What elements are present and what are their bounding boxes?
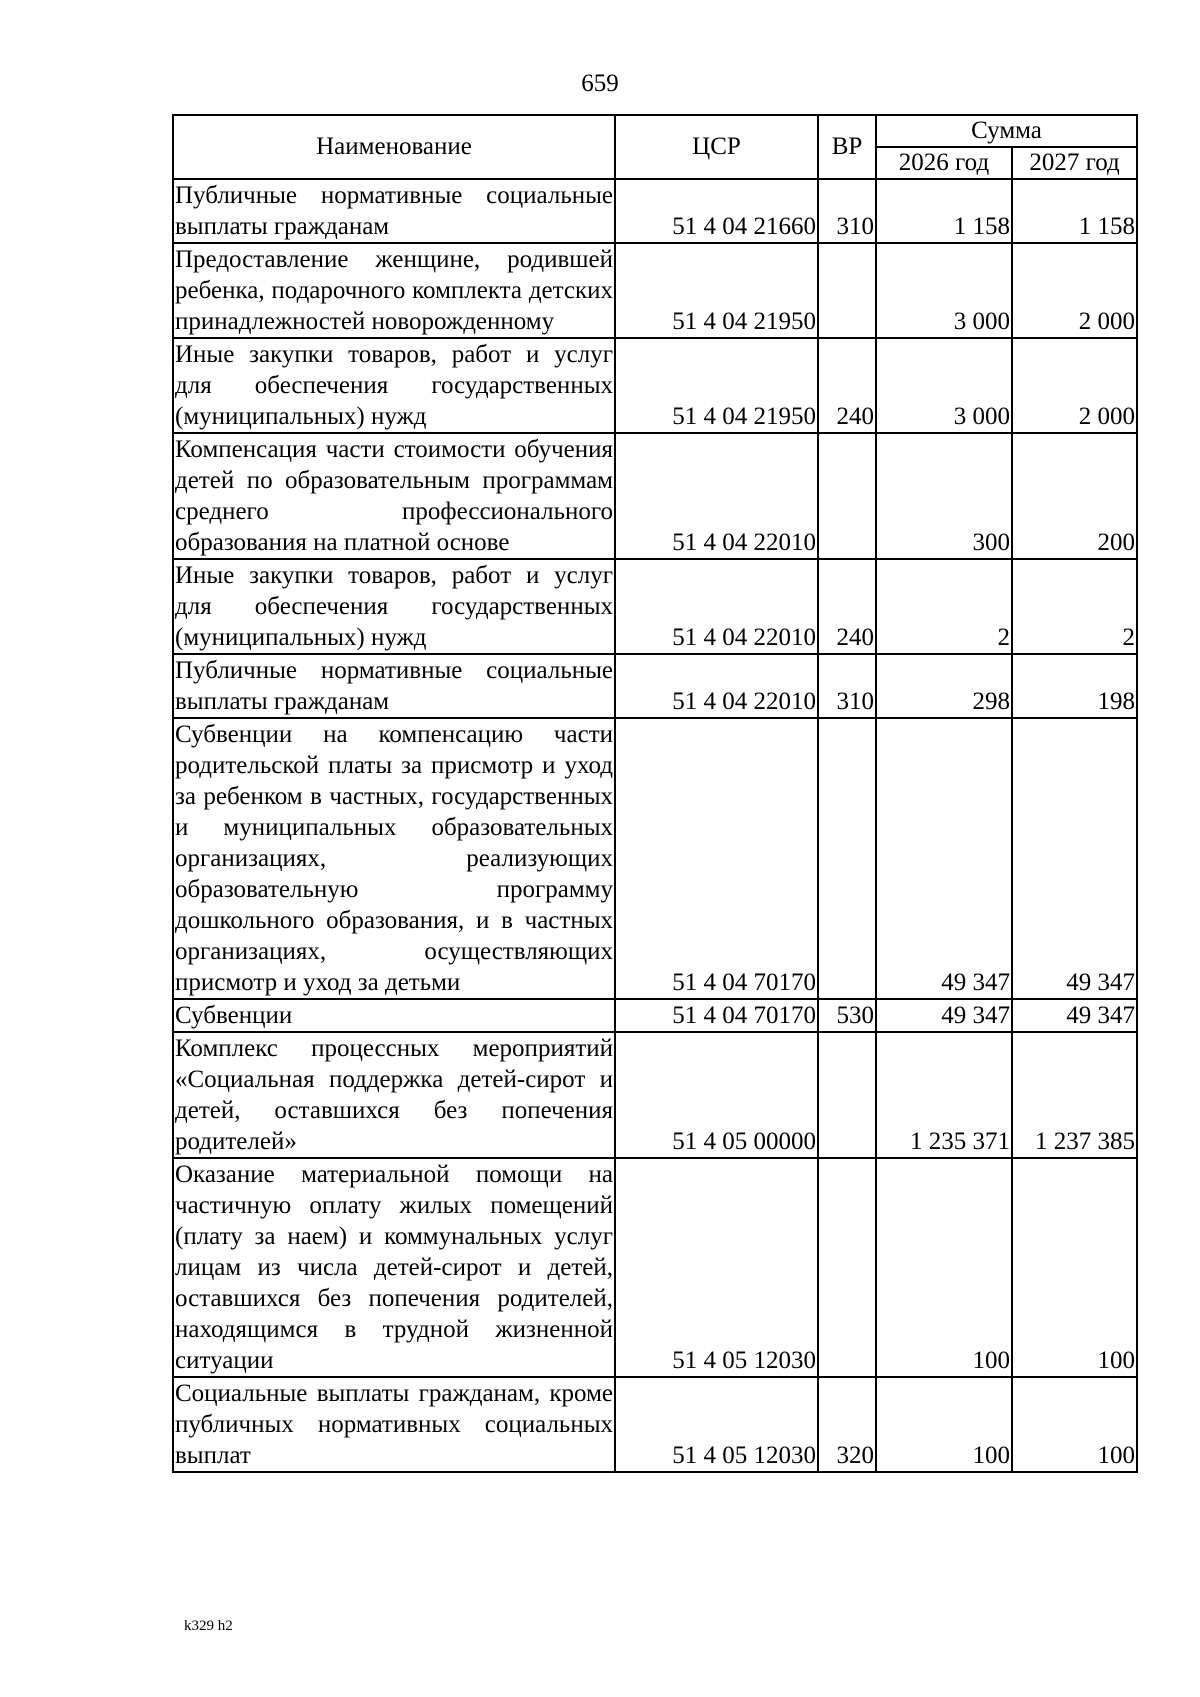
header-csr: ЦСР — [615, 115, 818, 179]
table-row — [173, 718, 1137, 999]
row-vr: 240 — [818, 338, 876, 433]
row-sum-2027: 1 158 — [1012, 179, 1137, 243]
row-vr: 320 — [818, 1377, 876, 1472]
row-name: Иные закупки товаров, работ и услуг для обеспечения государственных (муниципальных) нужд — [173, 559, 615, 654]
table-row — [173, 243, 1137, 338]
row-name: Социальные выплаты гражданам, кроме публичных нормативных социальных выплат — [173, 1377, 615, 1472]
row-name: Комплекс процессных мероприятий «Социальная поддержка детей-сирот и детей, оставшихся без попечения родителей» — [173, 1032, 615, 1158]
row-sum-2026: 49 347 — [876, 999, 1012, 1032]
row-sum-2027: 200 — [1012, 433, 1137, 559]
row-vr: 240 — [818, 559, 876, 654]
row-sum-2026: 1 158 — [876, 179, 1012, 243]
row-csr: 51 4 04 22010 — [615, 559, 818, 654]
header-sum: Сумма — [876, 115, 1137, 147]
row-csr: 51 4 04 21950 — [615, 243, 818, 338]
table-row — [173, 1377, 1137, 1472]
table-row — [173, 999, 1137, 1032]
table-row — [173, 654, 1137, 718]
table-row — [173, 559, 1137, 654]
row-sum-2027: 2 000 — [1012, 338, 1137, 433]
table-row — [173, 1158, 1137, 1377]
row-sum-2027: 2 — [1012, 559, 1137, 654]
row-name: Субвенции — [173, 999, 615, 1032]
header-vr: ВР — [818, 115, 876, 179]
row-sum-2027: 198 — [1012, 654, 1137, 718]
table-row — [173, 1032, 1137, 1158]
row-name: Предоставление женщине, родившей ребенка, подарочного комплекта детских принадлежностей новорожденному — [173, 243, 615, 338]
header-year-2027: 2027 год — [1012, 147, 1137, 179]
row-sum-2026: 3 000 — [876, 243, 1012, 338]
row-vr — [818, 1032, 876, 1158]
row-sum-2027: 49 347 — [1012, 999, 1137, 1032]
header-name: Наименование — [173, 115, 615, 179]
row-csr: 51 4 05 12030 — [615, 1377, 818, 1472]
row-sum-2026: 100 — [876, 1377, 1012, 1472]
page-number: 659 — [581, 70, 619, 97]
row-csr: 51 4 04 21660 — [615, 179, 818, 243]
row-sum-2026: 2 — [876, 559, 1012, 654]
header-year-2026: 2026 год — [876, 147, 1012, 179]
row-name: Иные закупки товаров, работ и услуг для обеспечения государственных (муниципальных) нужд — [173, 338, 615, 433]
row-name: Субвенции на компенсацию части родительской платы за присмотр и уход за ребенком в частных, государственных и муниципальных образовательных организациях, реализующих образовательную программу дошкольного образования, и в частных организациях, осуществляющих присмотр и уход за детьми — [173, 718, 615, 999]
row-sum-2026: 300 — [876, 433, 1012, 559]
row-csr: 51 4 04 21950 — [615, 338, 818, 433]
row-csr: 51 4 04 22010 — [615, 654, 818, 718]
row-name: Компенсация части стоимости обучения детей по образовательным программам среднего профессионального образования на платной основе — [173, 433, 615, 559]
row-csr: 51 4 04 70170 — [615, 999, 818, 1032]
row-csr: 51 4 05 00000 — [615, 1032, 818, 1158]
row-name: Публичные нормативные социальные выплаты гражданам — [173, 654, 615, 718]
budget-table — [172, 114, 1138, 1473]
row-sum-2027: 1 237 385 — [1012, 1032, 1137, 1158]
row-sum-2026: 1 235 371 — [876, 1032, 1012, 1158]
row-vr — [818, 433, 876, 559]
row-vr: 530 — [818, 999, 876, 1032]
row-sum-2027: 49 347 — [1012, 718, 1137, 999]
row-sum-2026: 298 — [876, 654, 1012, 718]
row-name: Публичные нормативные социальные выплаты гражданам — [173, 179, 615, 243]
table-row — [173, 179, 1137, 243]
row-sum-2027: 100 — [1012, 1377, 1137, 1472]
row-csr: 51 4 05 12030 — [615, 1158, 818, 1377]
row-csr: 51 4 04 70170 — [615, 718, 818, 999]
row-vr — [818, 1158, 876, 1377]
row-vr: 310 — [818, 654, 876, 718]
table-body — [173, 179, 1137, 1472]
footer-code: k329 h2 — [184, 1618, 233, 1634]
row-sum-2027: 100 — [1012, 1158, 1137, 1377]
table-row — [173, 338, 1137, 433]
row-vr — [818, 718, 876, 999]
table-row — [173, 433, 1137, 559]
table-header — [173, 115, 1137, 179]
row-vr: 310 — [818, 179, 876, 243]
row-sum-2026: 3 000 — [876, 338, 1012, 433]
row-sum-2027: 2 000 — [1012, 243, 1137, 338]
row-name: Оказание материальной помощи на частичную оплату жилых помещений (плату за наем) и коммунальных услуг лицам из числа детей-сирот и детей, оставшихся без попечения родителей, находящимся в трудной жизненной ситуации — [173, 1158, 615, 1377]
row-vr — [818, 243, 876, 338]
row-sum-2026: 100 — [876, 1158, 1012, 1377]
row-sum-2026: 49 347 — [876, 718, 1012, 999]
row-csr: 51 4 04 22010 — [615, 433, 818, 559]
